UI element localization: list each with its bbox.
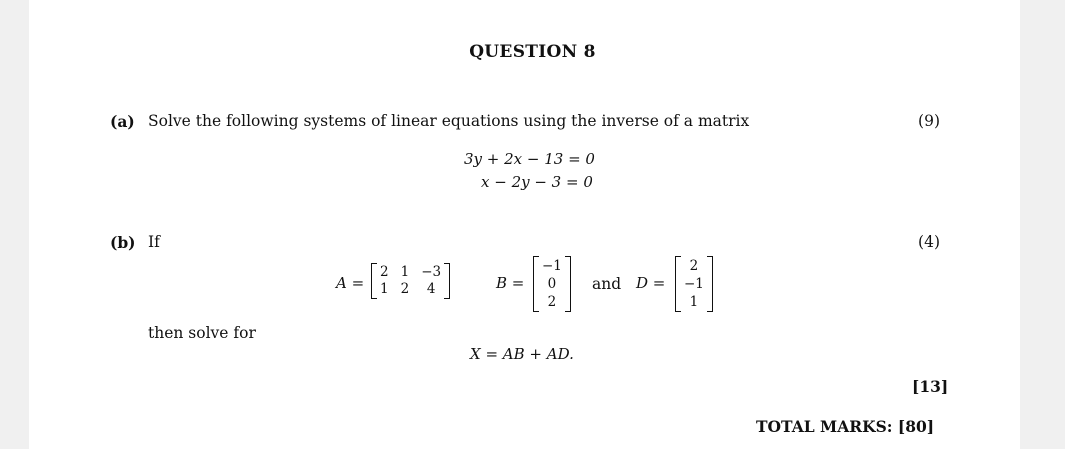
equation-2: x − 2y − 3 = 0 xyxy=(481,173,593,191)
matrix-entry: −1 xyxy=(684,275,704,292)
part-a-text: Solve the following systems of linear equations using the inverse of a matrix xyxy=(148,112,750,130)
matrix-entry: 4 xyxy=(426,281,436,297)
right-bracket xyxy=(444,263,450,299)
part-b-label: (b) xyxy=(110,233,136,252)
and-text: and xyxy=(592,275,622,293)
matrix-d-label: D = xyxy=(636,274,666,292)
equation-1: 3y + 2x − 13 = 0 xyxy=(464,150,595,168)
matrix-a xyxy=(371,263,450,299)
expression-x: X = AB + AD. xyxy=(470,345,574,363)
question-title: QUESTION 8 xyxy=(469,42,596,62)
matrix-entry: 1 xyxy=(689,293,699,310)
question-total-marks: [13] xyxy=(912,377,949,396)
matrix-a-label: A = xyxy=(336,274,365,292)
part-a-marks: (9) xyxy=(918,112,940,130)
part-a-label: (a) xyxy=(110,112,135,131)
matrix-entry: 2 xyxy=(400,281,410,297)
then-solve-text: then solve for xyxy=(148,324,256,342)
matrix-d-entries xyxy=(681,259,707,310)
matrix-entry: −1 xyxy=(542,257,562,274)
part-b-marks: (4) xyxy=(918,233,940,251)
matrix-b-label: B = xyxy=(496,274,525,292)
matrix-b-entries xyxy=(539,259,565,310)
right-bracket xyxy=(565,256,571,312)
matrix-entry: 2 xyxy=(689,257,699,274)
right-bracket xyxy=(707,256,713,312)
matrix-entry: 1 xyxy=(380,281,389,297)
matrix-entry: 1 xyxy=(400,264,410,280)
matrix-a-entries xyxy=(377,265,444,297)
matrix-entry: −3 xyxy=(421,264,442,280)
total-marks: TOTAL MARKS: [80] xyxy=(756,417,935,436)
matrix-d xyxy=(675,256,713,312)
part-b-text: If xyxy=(148,233,160,251)
matrix-b xyxy=(533,256,571,312)
document-page xyxy=(29,0,1020,449)
matrix-entry: 0 xyxy=(547,275,557,292)
matrix-entry: 2 xyxy=(380,264,389,280)
matrix-entry: 2 xyxy=(547,293,557,310)
